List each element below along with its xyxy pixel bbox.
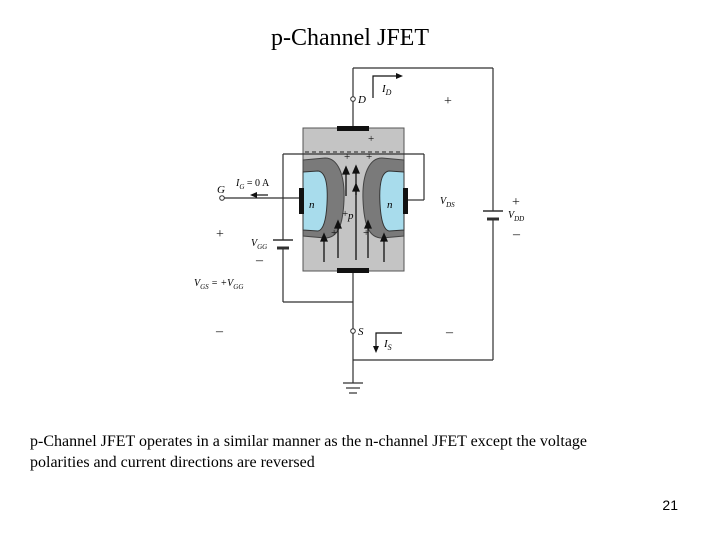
is-arrow-head <box>373 346 379 353</box>
gate-contact-left <box>299 188 304 214</box>
n-region-left <box>303 171 327 231</box>
svg-text:+: + <box>344 151 351 163</box>
svg-text:–: – <box>513 227 520 242</box>
region-label-p: p <box>348 210 354 222</box>
ig-label: $I_G = 0$ A <box>236 178 270 191</box>
vds-label: $V_{DS}$ <box>440 196 455 209</box>
source-terminal-dot <box>351 329 356 334</box>
vdd-battery-symbol <box>483 211 503 219</box>
id-arrow-head <box>396 73 403 79</box>
ig-arrow-head <box>250 192 257 198</box>
region-label-n-right: n <box>387 199 393 211</box>
svg-text:+: + <box>216 227 224 242</box>
svg-text:–: – <box>216 324 223 339</box>
svg-text:+: + <box>366 151 373 163</box>
drain-label: D <box>358 94 366 106</box>
svg-text:+: + <box>363 227 370 239</box>
vgs-equation-label: $V_{GS} = +V_{GG}$ <box>194 278 244 291</box>
vdd-label: $V_{DD}$ <box>508 210 525 223</box>
svg-text:+: + <box>342 208 349 220</box>
vgg-battery-symbol <box>273 240 293 248</box>
gate-terminal-dot <box>220 196 225 201</box>
svg-text:+: + <box>368 133 375 145</box>
drain-terminal-dot <box>351 97 356 102</box>
is-label: $I_S$ <box>384 338 392 352</box>
source-contact <box>337 268 369 273</box>
svg-text:+: + <box>444 94 452 109</box>
svg-text:+: + <box>331 227 338 239</box>
vgg-label: $V_{GG}$ <box>251 238 268 251</box>
svg-text:+: + <box>512 195 520 210</box>
svg-text:–: – <box>256 253 263 268</box>
caption-line-1: p-Channel JFET operates in a similar manner as the n-channel JFET except the voltage <box>30 433 588 450</box>
source-label: S <box>358 326 364 338</box>
slide-title: p-Channel JFET <box>271 25 429 51</box>
slide-caption <box>30 431 690 473</box>
svg-text:–: – <box>446 325 453 340</box>
caption-line-2: polarities and current directions are reversed <box>30 454 315 471</box>
drain-contact <box>337 126 369 131</box>
gate-label: G <box>217 184 225 196</box>
page-number: 21 <box>662 497 678 513</box>
gate-contact-right <box>403 188 408 214</box>
id-label: $I_D$ <box>382 83 392 97</box>
region-label-n-left: n <box>309 199 315 211</box>
